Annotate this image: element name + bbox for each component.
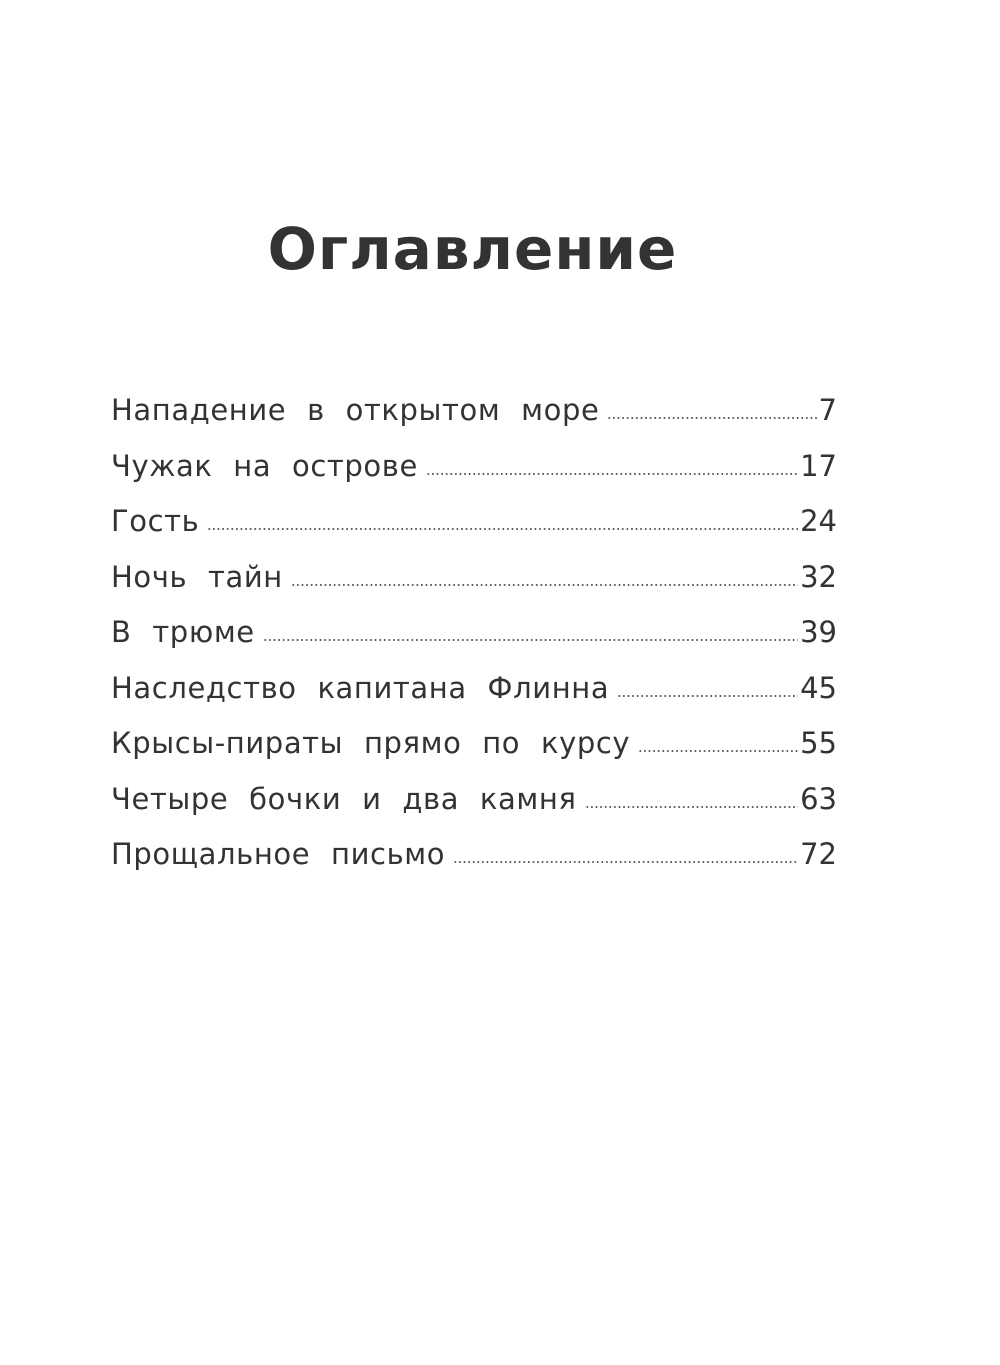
dot-leader (453, 860, 798, 864)
toc-entry[interactable] (111, 615, 837, 671)
toc-entry-title: В трюме (111, 615, 255, 649)
toc-entry-page-number: 17 (800, 448, 837, 483)
dot-leader (426, 472, 798, 476)
toc-entry-page-number: 24 (800, 504, 837, 538)
toc-entry-title: Наследство капитана Флинна (111, 670, 610, 705)
toc-entry[interactable] (111, 726, 837, 782)
toc-entry-title: Чужак на острове (111, 448, 418, 483)
toc-entry-page-number: 39 (800, 615, 837, 649)
dot-leader (617, 694, 798, 698)
dot-leader (607, 416, 816, 420)
toc-entry[interactable] (111, 504, 837, 560)
toc-entry-page-number: 45 (800, 670, 837, 705)
toc-entry-page-number: 7 (818, 393, 837, 427)
toc-entry-page-number: 63 (800, 781, 837, 816)
dot-leader (638, 749, 798, 753)
dot-leader (263, 638, 798, 642)
dot-leader (291, 583, 798, 587)
toc-entry-title: Крысы-пираты прямо по курсу (111, 726, 631, 760)
toc-entry[interactable] (111, 671, 837, 727)
table-of-contents (111, 393, 837, 893)
toc-entry-page-number: 55 (800, 726, 837, 760)
toc-entry[interactable] (111, 449, 837, 505)
toc-entry[interactable] (111, 393, 837, 449)
toc-entry-title: Четыре бочки и два камня (111, 781, 577, 816)
toc-entry-title: Ночь тайн (111, 559, 283, 594)
toc-entry[interactable] (111, 782, 837, 838)
toc-entry-title: Прощальное письмо (111, 837, 446, 871)
dot-leader (585, 805, 799, 809)
toc-entry[interactable] (111, 837, 837, 893)
dot-leader (207, 527, 798, 531)
toc-entry-page-number: 32 (800, 559, 837, 594)
toc-entry-title: Гость (111, 504, 200, 538)
toc-entry-title: Нападение в открытом море (111, 393, 600, 427)
page-title: Оглавление (267, 215, 678, 283)
toc-entry-page-number: 72 (800, 837, 837, 871)
toc-entry[interactable] (111, 560, 837, 616)
